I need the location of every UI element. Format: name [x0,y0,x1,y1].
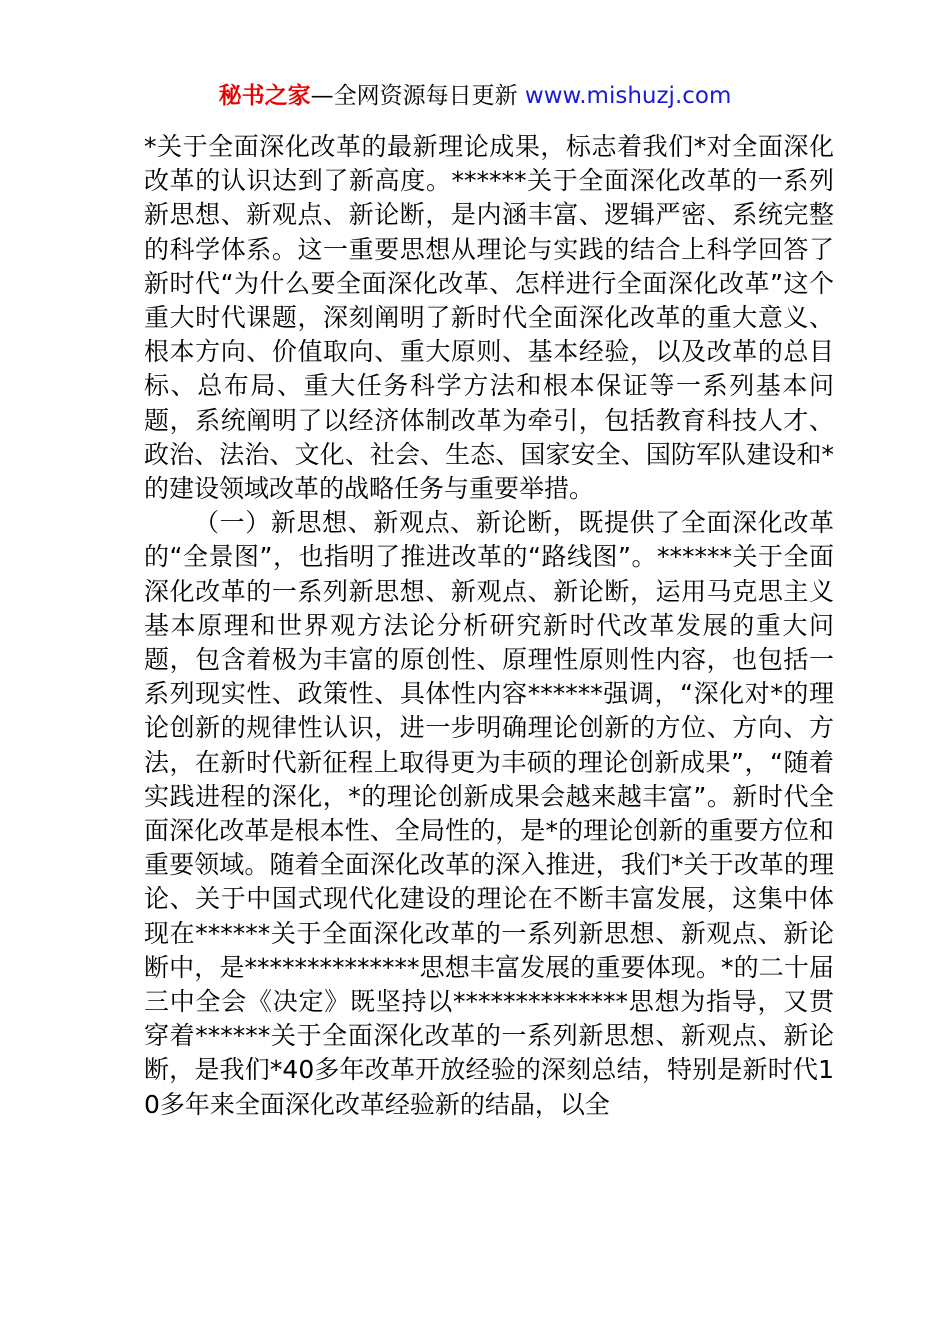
brand-name: 秘书之家 [218,83,311,109]
paragraph-2: （一）新思想、新观点、新论断，既提供了全面深化改革的“全景图”，也指明了推进改革的“路线图”。******关于全面深化改革的一系列新思想、新观点、新论断，运用马克思主义基本原理和世界观方法论分析研究新时代改革发展的重大问题，包含着极为丰富的原创性、原理性原则性内容，也包括一系列现实性、政策性、具体性内容******强调，“深化对*的理论创新的规律性认识，进一步明确理论创新的方位、方向、方法，在新时代新征程上取得更为丰硕的理论创新成果”，“随着实践进程的深化，*的理论创新成果会越来越丰富”。新时代全面深化改革是根本性、全局性的，是*的理论创新的重要方位和重要领域。随着全面深化改革的深入推进，我们*关于改革的理论、关于中国式现代化建设的理论在不断丰富发展，这集中体现在******关于全面深化改革的一系列新思想、新观点、新论断中，是**************思想丰富发展的重要体现。*的二十届三中全会《决定》既坚持以**************思想为指导，又贯穿着******关于全面深化改革的一系列新思想、新观点、新论断，是我们*40多年改革开放经验的深刻总结，特别是新时代10多年来全面深化改革经验新的结晶，以全 [144,508,834,1119]
paragraph-1: *关于全面深化改革的最新理论成果，标志着我们*对全面深化改革的认识达到了新高度。******关于全面深化改革的一系列新思想、新观点、新论断，是内涵丰富、逻辑严密、系统完整的科学体系。这一重要思想从理论与实践的结合上科学回答了新时代“为什么要全面深化改革、怎样进行全面深化改革”这个重大时代课题，深刻阐明了新时代全面深化改革的重大意义、根本方向、价值取向、重大原则、基本经验，以及改革的总目标、总布局、重大任务科学方法和根本保证等一系列基本问题，系统阐明了以经济体制改革为牵引，包括教育科技人才、政治、法治、文化、社会、生态、国家安全、国防军队建设和*的建设领域改革的战略任务与重要举措。 [144,132,834,504]
page-header [0,80,950,112]
document-body [144,130,834,1122]
header-tagline: —全网资源每日更新 [310,83,525,109]
site-url-link[interactable]: www.mishuzj.com [524,83,732,109]
